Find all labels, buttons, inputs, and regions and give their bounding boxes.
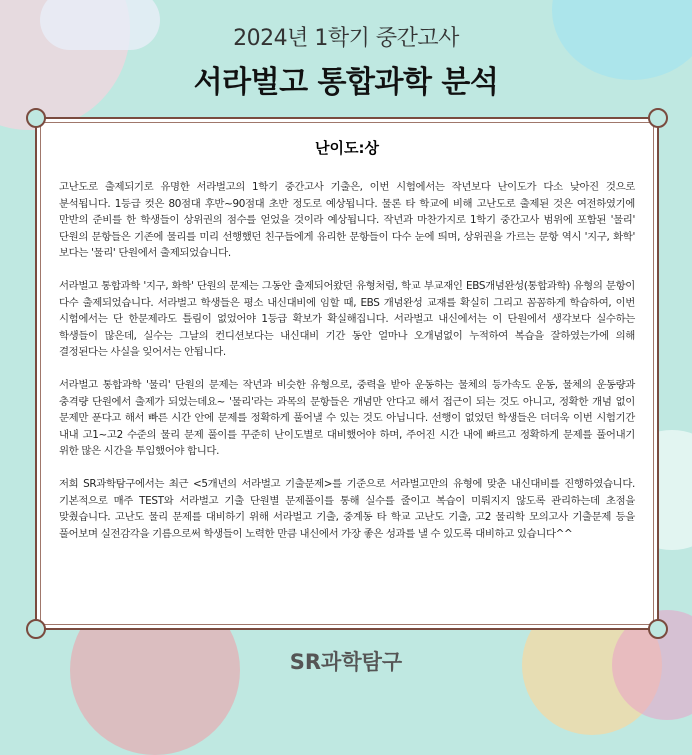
paragraph-academy-prep: 저희 SR과학탐구에서는 최근 <5개년의 서라벌고 기출문제>를 기준으로 서라벌고만의 유형에 맞춘 내신대비를 진행하였습니다. 기본적으로 매주 TEST와 서라벌고 기출 단원별 문제풀이를 통해 실수를 줄이고 복습이 미뤄지지 않도록 관리하는데 초점을 맞췄습니다. 고난도 물리 문제를 대비하기 위해 서라벌고 기출, 중계동 타 학교 고난도 기출, 고2 물리학 모의고사 기출문제 등을 풀어보며 실전감각을 기름으로써 학생들이 노력한 만큼 내신에서 가장 좋은 성과를 낼 수 있도록 대비하고 있습니다^^ <box>59 477 635 540</box>
paragraph-overview: 고난도로 출제되기로 유명한 서라벌고의 1학기 중간고사 기출은, 이번 시험에서는 작년보다 난이도가 다소 낮아진 것으로 분석됩니다. 1등급 컷은 80점대 후반~90점대 초반 정도로 예상됩니다. 물론 타 학교에 비해 고난도로 출제된 것은 여전하였기에 만반의 준비를 한 학생들이 상위권의 점수를 얻었을 것이라 예상됩니다. 작년과 마찬가지로 1학기 중간고사 범위에 포함된 '물리' 단원의 문항들은 기존에 물리를 미리 선행했던 친구들에게 유리한 문항들이 다수 눈에 띄며, 상위권을 가르는 문항 역시 '지구, 화학' 보다는 '물리' 단원에서 출제되었습니다. <box>59 181 635 260</box>
page-title: 서라벌고 통합과학 분석 <box>193 65 499 100</box>
frame-corner-ornament <box>26 619 46 639</box>
difficulty-heading: 난이도:상 <box>315 139 379 157</box>
brand-name: SR과학탐구 <box>289 650 403 674</box>
analysis-card <box>35 117 659 630</box>
frame-corner-ornament <box>26 108 46 128</box>
paragraph-earth-chemistry: 서라벌고 통합과학 '지구, 화학' 단원의 문제는 그동안 출제되어왔던 유형처럼, 학교 부교재인 EBS개념완성(통합과학) 유형의 문항이 다수 출제되었습니다. 서라벌고 학생들은 평소 내신대비에 임할 때, EBS 개념완성 교재를 확실히 그리고 꼼꼼하게 학습하여, 이번 시험에서는 단 한문제라도 틀림이 없었어야 1등급 확보가 확실해집니다. 서라벌고 내신에서는 이 단원에서 생각보다 실수하는 학생들이 많은데, 실수는 그날의 컨디션보다는 내신대비 기간 동안 얼마나 오개념없이 누적하여 복습을 잘하였는가에 의해 결정된다는 사실을 잊어서는 안됩니다. <box>59 279 635 359</box>
frame-corner-ornament <box>648 619 668 639</box>
frame-corner-ornament <box>648 108 668 128</box>
analysis-text <box>59 179 635 558</box>
paragraph-physics: 서라벌고 통합과학 '물리' 단원의 문제는 작년과 비슷한 유형으로, 중력을 받아 운동하는 물체의 등가속도 운동, 물체의 운동량과 충격량 단원에서 출제가 되었는데요~ '물리'라는 과목의 문항들은 개념만 안다고 해서 접근이 되는 것도 아니고, 정확한 개념 없이 문제만 푼다고 해서 빠른 시간 안에 문제를 정확하게 풀어낼 수 있는 것도 아닙니다. 선행이 없었던 학생들은 더더욱 이번 시험기간 내내 고1~고2 수준의 물리 문제 풀이를 꾸준히 난이도별로 대비했어야 하며, 주어진 시간 내에 빠르고 정확하게 문제를 풀어내기 위한 많은 시간을 투입했어야 합니다. <box>59 378 635 458</box>
page-subtitle: 2024년 1학기 중간고사 <box>233 26 459 51</box>
